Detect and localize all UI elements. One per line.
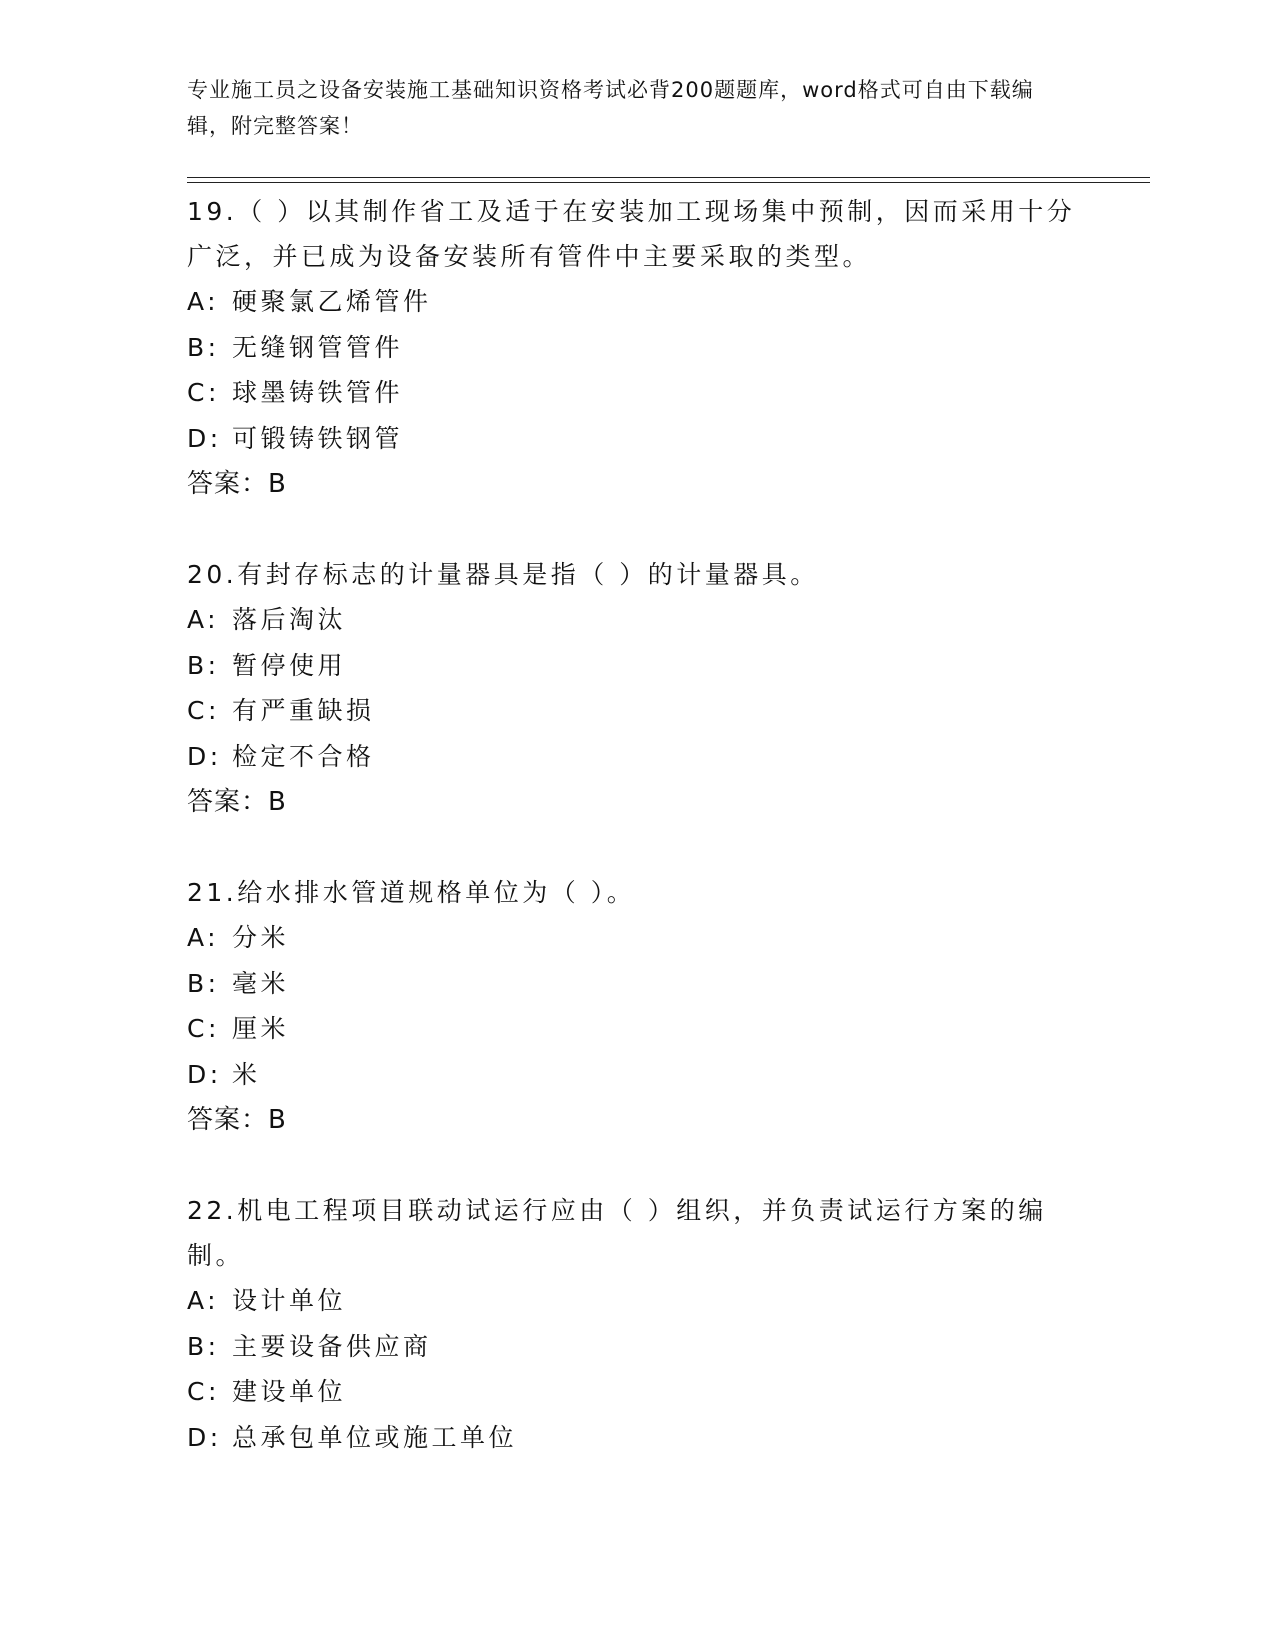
option-d [187, 1052, 1087, 1098]
option-b [187, 1324, 1087, 1370]
option-b [187, 643, 1087, 689]
option-text: 主要设备供应商 [232, 1331, 432, 1361]
option-text: 总承包单位或施工单位 [232, 1422, 518, 1452]
option-d [187, 734, 1087, 780]
option-text: 无缝钢管管件 [232, 332, 404, 362]
option-text: 可锻铸铁钢管 [232, 423, 404, 453]
option-text: 检定不合格 [232, 741, 375, 771]
question-list [187, 189, 1087, 1505]
option-letter: B: [187, 1331, 220, 1361]
question-20 [187, 552, 1087, 825]
option-letter: D: [187, 741, 222, 771]
question-21 [187, 870, 1087, 1143]
answer-line: 答案：B [187, 1105, 287, 1135]
option-letter: B: [187, 968, 220, 998]
question-stem: 20.有封存标志的计量器具是指（ ）的计量器具。 [187, 560, 819, 589]
option-text: 有严重缺损 [232, 696, 375, 725]
option-a [187, 597, 1087, 643]
option-text: 设计单位 [232, 1286, 347, 1315]
option-d [187, 1415, 1087, 1461]
option-letter: D: [187, 423, 222, 453]
option-c [187, 688, 1087, 734]
option-text: 毫米 [232, 968, 290, 998]
option-letter: D: [187, 1059, 222, 1089]
header-divider-bottom [187, 182, 1150, 183]
option-b [187, 961, 1087, 1007]
option-b [187, 325, 1087, 371]
option-letter: C: [187, 378, 220, 407]
option-text: 建设单位 [232, 1377, 347, 1406]
option-letter: C: [187, 696, 220, 725]
option-letter: A: [187, 287, 220, 316]
option-c [187, 370, 1087, 416]
option-letter: C: [187, 1377, 220, 1406]
option-text: 暂停使用 [232, 650, 347, 680]
option-a [187, 915, 1087, 961]
option-letter: B: [187, 332, 220, 362]
option-letter: C: [187, 1014, 220, 1043]
answer-line: 答案：B [187, 787, 287, 817]
option-c [187, 1369, 1087, 1415]
option-text: 米 [232, 1059, 261, 1089]
option-letter: D: [187, 1422, 222, 1452]
header-divider-top [187, 177, 1150, 178]
option-text: 落后淘汰 [232, 605, 347, 634]
option-d [187, 416, 1087, 462]
option-a [187, 279, 1087, 325]
document-header-title: 专业施工员之设备安装施工基础知识资格考试必背200题题库，word格式可自由下载编辑，附完整答案！ [187, 78, 1034, 138]
question-19 [187, 189, 1087, 507]
option-letter: A: [187, 1286, 220, 1315]
option-letter: B: [187, 650, 220, 680]
question-stem: 21.给水排水管道规格单位为（ ）。 [187, 878, 636, 907]
answer-line: 答案：B [187, 469, 287, 499]
option-text: 硬聚氯乙烯管件 [232, 287, 432, 316]
option-letter: A: [187, 923, 220, 952]
option-a [187, 1278, 1087, 1324]
question-stem: 22.机电工程项目联动试运行应由（ ）组织，并负责试运行方案的编制。 [187, 1196, 1047, 1270]
option-text: 厘米 [232, 1014, 290, 1043]
option-letter: A: [187, 605, 220, 634]
option-c [187, 1006, 1087, 1052]
question-22 [187, 1188, 1087, 1460]
option-text: 分米 [232, 923, 290, 952]
question-stem: 19.（ ）以其制作省工及适于在安装加工现场集中预制，因而采用十分广泛，并已成为设备安装所有管件中主要采取的类型。 [187, 197, 1076, 271]
option-text: 球墨铸铁管件 [232, 378, 404, 407]
